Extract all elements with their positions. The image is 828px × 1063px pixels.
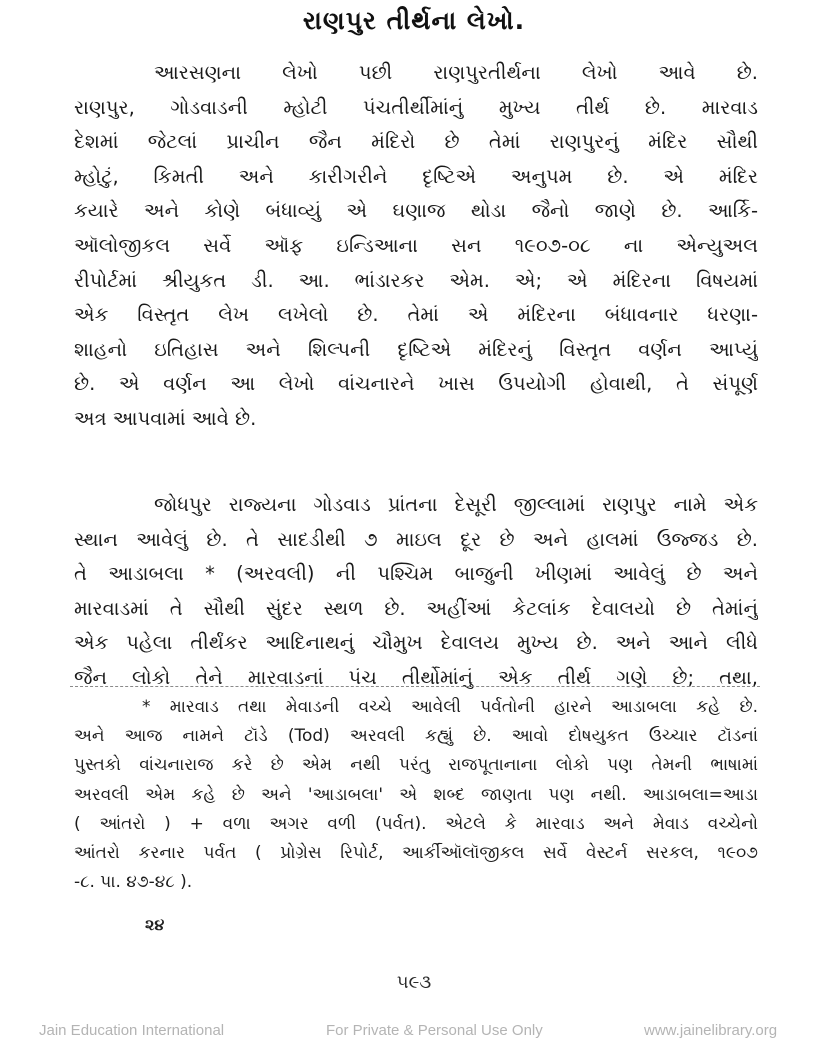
footnote-line: ( આંતરો ) + વળા અગર વળી (પર્વત). એટલે કે મારવાડ અને મેવાડ વચ્ચેનો: [74, 813, 758, 834]
paragraph-line: ઑલોજીકલ સર્વે ઑફ ઇન્ડિઆના સન ૧૯૦૭-૦૮ ના એન્યુઅલ: [74, 233, 758, 257]
paragraph-line: મારવાડમાં તે સૌથી સુંદર સ્થળ છે. અહીંઆં કેટલાંક દેવાલયો છે તેમાંનું: [74, 596, 758, 620]
paragraph-line: આરસણના લેખો પછી રાણપુરતીર્થના લેખો આવે છે.: [154, 61, 758, 84]
footnote-line: -૮. પા. ૪૭-૪૮ ).: [74, 872, 193, 893]
footnote: [74, 693, 758, 897]
paragraph-line: અત્ર આપવામાં આવે છે.: [74, 406, 257, 430]
paragraph-line: રીપોર્ટમાં શ્રીયુકત ડી. આ. ભાંડારકર એમ. એ; એ મંદિરના વિષયમાં: [74, 268, 758, 292]
paragraph-2: [74, 488, 758, 696]
footnote-line: અરવલી એમ કહે છે અને 'આડાબલા' એ શબ્દ જાણતા પણ નથી. આડાબલા=આડા: [74, 784, 758, 805]
footnote-separator: [70, 686, 760, 687]
footer: [0, 1022, 828, 1044]
paragraph-1: [74, 56, 758, 437]
footnote-line: આંતરો કરનાર પર્વત ( પ્રોગ્રેસ રિપોર્ટ, આર્કીઑલૉજીકલ સર્વે વેસ્ટર્ન સરકલ, ૧૯૦૭: [74, 842, 758, 863]
footnote-line: પુસ્તકો વાંચનારાજ કરે છે એમ નથી પરંતુ રાજપૂતાનાના લોકો પણ તેમની ભાષામાં: [74, 755, 758, 776]
signature-mark: ૨૪: [145, 915, 165, 934]
paragraph-line: જોધપુર રાજ્યના ગોડવાડ પ્રાંતના દેસૂરી જીલ્લામાં રાણપુર નામે એક: [154, 493, 758, 516]
paragraph-line: મ્હોટું, કિમતી અને કારીગરીને દૃષ્ટિએ અનુપમ છે. એ મંદિર: [74, 164, 758, 188]
footer-website-link[interactable]: www.jainelibrary.org: [644, 1022, 778, 1039]
paragraph-line: શાહનો ઇતિહાસ અને શિલ્પની દૃષ્ટિએ મંદિરનું વિસ્તૃત વર્ણન આપ્યું: [74, 337, 758, 361]
page-number: ૫૯૩: [396, 972, 432, 993]
footnote-line: અને આજ નામને ટૉડે (Tod) અરવલી કહ્યું છે. આવો દોષયુકત ઉચ્ચાર ટૉડનાં: [74, 726, 758, 747]
footer-usage-notice: For Private & Personal Use Only: [326, 1022, 543, 1039]
paragraph-line: એક વિસ્તૃત લેખ લખેલો છે. તેમાં એ મંદિરના બંધાવનાર ધરણા-: [74, 303, 758, 327]
paragraph-line: દેશમાં જેટલાં પ્રાચીન જૈન મંદિરો છે તેમાં રાણપુરનું મંદિર સૌથી: [74, 130, 758, 154]
paragraph-line: રાણપુર, ગોડવાડની મ્હોટી પંચતીર્થીમાંનું મુખ્ય તીર્થ છે. મારવાડ: [74, 95, 758, 119]
footnote-line: * મારવાડ તથા મેવાડની વચ્ચે આવેલી પર્વતોની હારને આડાબલા કહે છે.: [142, 697, 758, 717]
paragraph-line: છે. એ વર્ણન આ લેખો વાંચનારને ખાસ ઉપયોગી હોવાથી, તે સંપૂર્ણ: [74, 372, 758, 396]
footer-publisher: Jain Education International: [39, 1022, 225, 1039]
paragraph-line: સ્થાન આવેલું છે. તે સાદડીથી ૭ માઇલ દૂર છે અને હાલમાં ઉજ્જડ છે.: [74, 527, 758, 551]
paragraph-line: એક પહેલા તીર્થંકર આદિનાથનું ચૌમુખ દેવાલય મુખ્ય છે. અને આને લીધે: [74, 631, 758, 655]
page-title: રાણપુર તીર્થના લેખો.: [302, 6, 526, 35]
paragraph-line: કયારે અને કોણે બંધાવ્યું એ ઘણાજ થોડા જૈનો જાણે છે. આર્કિ-: [74, 199, 758, 223]
paragraph-line: તે આડાબલા * (અરવલી) ની પશ્ચિમ બાજુની ખીણમાં આવેલું છે અને: [74, 562, 758, 586]
paragraph-line: જૈન લોકો તેને મારવાડનાં પંચ તીર્થોમાંનું એક તીર્થ ગણે છે; તથા,: [74, 665, 758, 689]
